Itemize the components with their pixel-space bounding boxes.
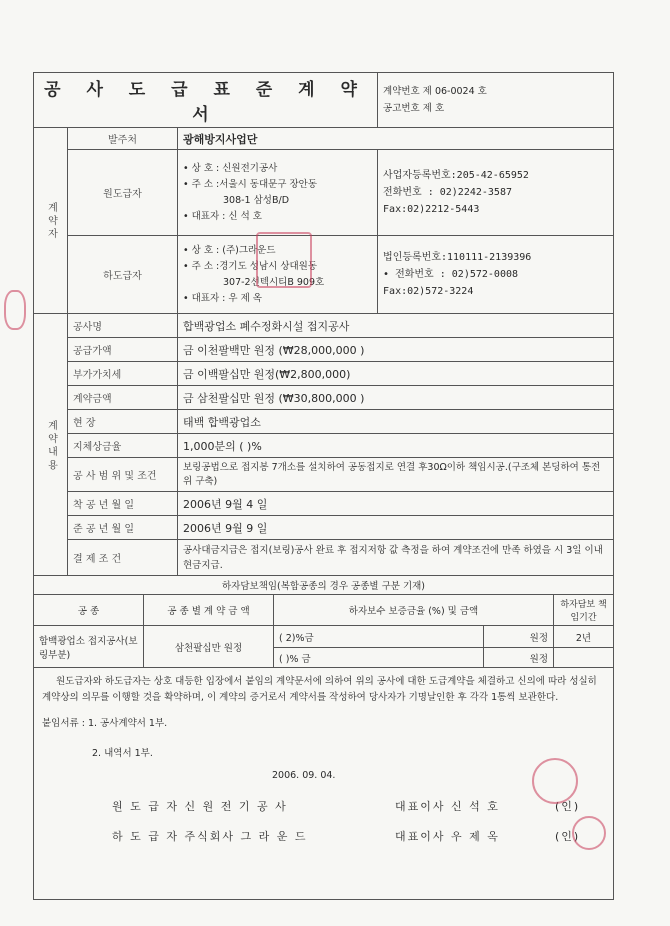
warranty-row2-unit: 원정	[484, 648, 554, 668]
row-label-start-date: 착 공 년 월 일	[68, 492, 178, 516]
subcontractor-label: 하도급자	[68, 236, 178, 314]
seal-sub: (인)	[555, 830, 581, 843]
warranty-header-type: 공 종	[34, 595, 144, 626]
row-label-payment: 결 제 조 건	[68, 540, 178, 576]
row-label-penalty: 지체상금율	[68, 434, 178, 458]
row-value-contract-amount: 금 삼천팔십만 원정 (₩30,800,000 )	[178, 386, 614, 410]
attachment-1: 붙임서류 : 1. 공사계약서 1부.	[42, 718, 168, 729]
contract-document	[33, 72, 613, 900]
prime-contact-info	[378, 150, 614, 236]
prime-name: • 상 호 : 신원전기공사	[183, 162, 278, 174]
contract-number: 계약번호 제 06-0024 호	[383, 86, 487, 97]
contract-body-text: 원도급자와 하도급자는 상호 대등한 입장에서 붙임의 계약문서에 의하여 위의 공사에 대한 도급계약을 체결하고 신의에 따라 성실히 계약상의 의무를 이행할 것을 확약하며, 이 계약의 증거로서 계약서를 작성하여 당사자가 기명날인한 후 각각 1통씩 보관한다.	[42, 676, 597, 703]
sub-corporate-number: 법인등록번호:110111-2139396	[383, 252, 532, 263]
row-value-supply: 금 이천팔백만 원정 (₩28,000,000 )	[178, 338, 614, 362]
row-label-end-date: 준 공 년 월 일	[68, 516, 178, 540]
warranty-row1-rate: ( 2)%금	[274, 626, 484, 648]
warranty-row-amount: 삼천팔십만 원정	[144, 626, 274, 668]
warranty-header-deposit: 하자보수 보증금율 (%) 및 금액	[274, 595, 554, 626]
warranty-row2-period	[554, 648, 614, 668]
row-label-project: 공사명	[68, 314, 178, 338]
prime-phone: 전화번호 : 02)2242-3587	[383, 187, 512, 198]
sub-address-2: 307-2선텍시티B 909호	[223, 276, 325, 288]
prime-address-1: • 주 소 :서울시 동대문구 장안동	[183, 178, 318, 190]
bid-number: 공고번호 제 호	[383, 103, 445, 114]
warranty-header-amount: 공 종 별 계 약 금 액	[144, 595, 274, 626]
row-label-vat: 부가가치세	[68, 362, 178, 386]
document-title: 공 사 도 급 표 준 계 약 서	[34, 73, 378, 128]
orderer-value: 광해방지사업단	[178, 128, 614, 150]
warranty-header-period: 하자담보 책임기간	[554, 595, 614, 626]
row-value-penalty: 1,000분의 ( )%	[178, 434, 614, 458]
row-label-contract-amount: 계약금액	[68, 386, 178, 410]
section-content-label: 계 약 내 용	[34, 314, 68, 576]
row-label-site: 현 장	[68, 410, 178, 434]
row-value-project: 합백광업소 폐수정화시설 접지공사	[178, 314, 614, 338]
row-value-payment: 공사대금지급은 접지(보링)공사 완료 후 접지저항 값 측정을 하여 계약조건에 만족 하였을 시 3일 이내 현금지급.	[178, 540, 614, 576]
sub-fax: Fax:02)572-3224	[383, 286, 474, 297]
sub-phone: • 전화번호 : 02)572-0008	[383, 269, 518, 280]
warranty-row1-period: 2년	[554, 626, 614, 648]
row-label-scope: 공 사 범 위 및 조건	[68, 458, 178, 492]
company-seal-stamp	[256, 232, 312, 288]
warranty-row2-rate: ( )% 금	[274, 648, 484, 668]
orderer-label: 발주처	[68, 128, 178, 150]
sub-address-1: • 주 소 :경기도 성남시 상대원동	[183, 260, 318, 272]
row-value-end-date: 2006년 9월 9 일	[178, 516, 614, 540]
contract-number-block	[378, 73, 614, 128]
row-value-site: 태백 합백광업소	[178, 410, 614, 434]
prime-contractor-info	[178, 150, 378, 236]
prime-contractor-label: 원도급자	[68, 150, 178, 236]
prime-address-2: 308-1 삼성B/D	[223, 194, 290, 206]
signature-sub-rep: 대표이사 우 제 옥	[395, 830, 500, 843]
contract-date: 2006. 09. 04.	[272, 770, 336, 781]
contract-table	[33, 72, 614, 576]
sub-representative: • 대표자 : 우 제 옥	[183, 292, 262, 304]
section-contractor-label: 계 약 자	[34, 128, 68, 314]
prime-business-number: 사업자등록번호:205-42-65952	[383, 170, 529, 181]
small-seal-stamp	[572, 816, 606, 850]
signature-sub: 하 도 급 자 주식회사 그 라 운 드	[112, 830, 308, 843]
prime-fax: Fax:02)2212-5443	[383, 204, 480, 215]
signature-prime: 원 도 급 자 신 원 전 기 공 사	[112, 800, 288, 813]
row-value-vat: 금 이백팔십만 원정(₩2,800,000)	[178, 362, 614, 386]
prime-representative: • 대표자 : 신 석 호	[183, 210, 262, 222]
row-value-scope: 보링공법으로 접지봉 7개소를 설치하여 공동접지로 연결 후30Ω이하 책임시공.(구조체 본딩하여 통전위 구축)	[178, 458, 614, 492]
warranty-table	[33, 576, 614, 900]
row-value-start-date: 2006년 9월 4 일	[178, 492, 614, 516]
seal-prime: (인)	[555, 800, 581, 813]
warranty-heading: 하자담보책임(복합공종의 경우 공종별 구분 기재)	[34, 576, 614, 595]
sub-name: • 상 호 : (주)그라운드	[183, 244, 276, 256]
warranty-row1-unit: 원정	[484, 626, 554, 648]
warranty-row-type: 합백광업소 접지공사(보링부분)	[34, 626, 144, 668]
sub-contact-info	[378, 236, 614, 314]
margin-seal-stamp	[4, 290, 26, 330]
signature-prime-rep: 대표이사 신 석 호	[395, 800, 500, 813]
contract-body-cell	[34, 668, 614, 900]
row-label-supply: 공급가액	[68, 338, 178, 362]
round-seal-stamp	[532, 758, 578, 804]
attachment-2: 2. 내역서 1부.	[92, 748, 153, 759]
